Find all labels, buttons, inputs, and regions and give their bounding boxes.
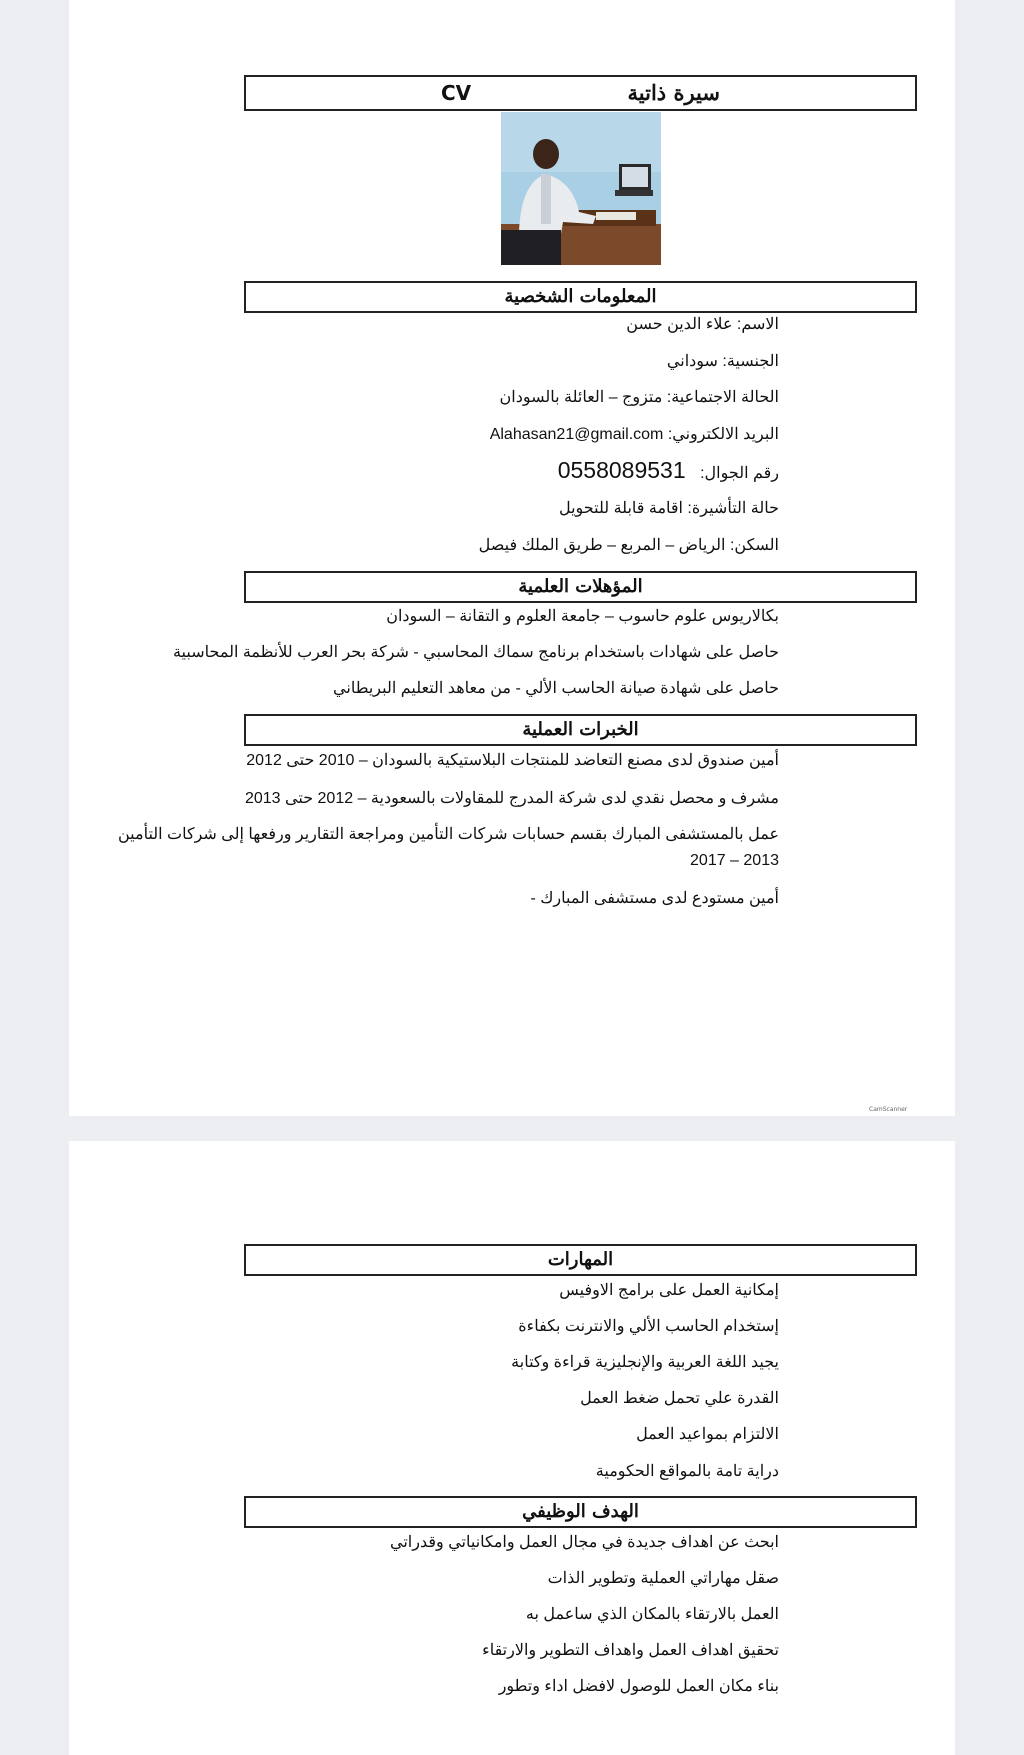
section-personal-title: المعلومات الشخصية [504, 286, 657, 307]
experience-item: أمين مستودع لدى مستشفى المبارك - [530, 890, 779, 907]
phone-value: 0558089531 [557, 457, 686, 483]
section-qualifications-title: المؤهلات العلمية [518, 576, 643, 597]
scanner-watermark: CamScanner [869, 1106, 908, 1113]
section-skills-title: المهارات [547, 1249, 614, 1270]
skill-item: إمكانية العمل على برامج الاوفيس [559, 1282, 779, 1299]
personal-phone [558, 457, 779, 484]
personal-address: السكن: الرياض – المربع – طريق الملك فيصل [478, 537, 779, 554]
profile-photo [501, 112, 661, 265]
objective-item: صقل مهاراتي العملية وتطوير الذات [547, 1570, 779, 1587]
objective-item: تحقيق اهداف العمل واهداف التطوير والارتقاء [482, 1642, 779, 1659]
section-objective-title: الهدف الوظيفي [522, 1501, 639, 1522]
qualification-item: حاصل على شهادة صيانة الحاسب الألي - من معاهد التعليم البريطاني [333, 680, 779, 697]
personal-name: الاسم: علاء الدين حسن [626, 316, 779, 333]
experience-item: مشرف و محصل نقدي لدى شركة المدرج للمقاولات بالسعودية – 2012 حتى 2013 [244, 790, 779, 807]
section-experience-title: الخبرات العملية [522, 719, 639, 740]
phone-label: رقم الجوال: [700, 465, 779, 482]
skill-item: القدرة علي تحمل ضغط العمل [580, 1390, 779, 1407]
skill-item: دراية تامة بالمواقع الحكومية [595, 1463, 779, 1480]
qualification-item: حاصل على شهادات باستخدام برنامج سماك المحاسبي - شركة بحر العرب للأنظمة المحاسبية [172, 644, 779, 661]
skill-item: الالتزام بمواعيد العمل [636, 1426, 779, 1443]
qualification-item: بكالاريوس علوم حاسوب – جامعة العلوم و التقانة – السودان [386, 608, 779, 625]
objective-item: بناء مكان العمل للوصول لافضل اداء وتطور [498, 1678, 779, 1695]
objective-item: ابحث عن اهداف جديدة في مجال العمل وامكانياتي وقدراتي [390, 1534, 779, 1551]
page-2 [69, 1141, 955, 1755]
personal-visa: حالة التأشيرة: اقامة قابلة للتحويل [558, 500, 779, 517]
personal-nationality: الجنسية: سوداني [666, 353, 779, 370]
section-skills-header [244, 1244, 917, 1276]
cv-title-box [244, 75, 917, 111]
section-personal-header [244, 281, 917, 313]
experience-item-years: 2013 – 2017 [690, 852, 779, 869]
objective-item: العمل بالارتقاء بالمكان الذي ساعمل به [525, 1606, 779, 1623]
cv-title-ar: سيرة ذاتية [627, 80, 720, 105]
page-1 [69, 0, 955, 1116]
section-objective-header [244, 1496, 917, 1528]
skill-item: إستخدام الحاسب الألي والانترنت بكفاءة [518, 1318, 779, 1335]
section-qualifications-header [244, 571, 917, 603]
personal-email: البريد الالكتروني: Alahasan21@gmail.com [489, 426, 779, 443]
personal-marital: الحالة الاجتماعية: متزوج – العائلة بالسودان [499, 389, 779, 406]
experience-item: عمل بالمستشفى المبارك بقسم حسابات شركات التأمين ومراجعة التقارير ورفعها إلى شركات التأمين [118, 826, 779, 843]
skill-item: يجيد اللغة العربية والإنجليزية قراءة وكتابة [511, 1354, 779, 1371]
experience-item: أمين صندوق لدى مصنع التعاضد للمنتجات البلاستيكية بالسودان – 2010 حتى 2012 [246, 752, 779, 769]
section-experience-header [244, 714, 917, 746]
cv-title-en: CV [441, 81, 472, 105]
